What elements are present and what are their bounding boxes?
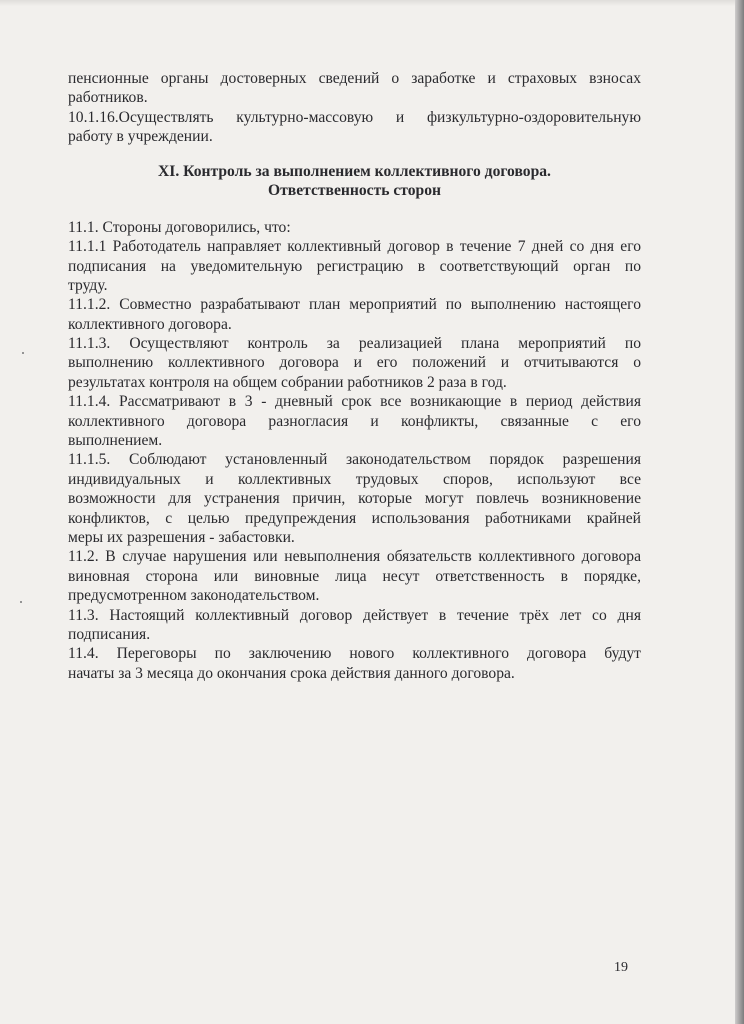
text-line: индивидуальных и коллективных трудовых споров, используют все bbox=[68, 470, 641, 488]
text-line: коллективного договора. bbox=[68, 315, 232, 333]
text-line: 11.1.3. Осуществляют контроль за реализацией плана мероприятий по bbox=[68, 335, 641, 353]
text-line: 11.1.5. Соблюдают установленный законодательством порядок разрешения bbox=[68, 451, 641, 469]
scan-right-edge bbox=[735, 0, 744, 1024]
paragraph bbox=[68, 547, 641, 605]
text-line: 11.1. Стороны договорились, что: bbox=[68, 218, 291, 236]
text-line: подписания на уведомительную регистрацию в соответствующий орган по bbox=[68, 257, 641, 275]
top-block bbox=[68, 69, 641, 147]
paragraph bbox=[68, 108, 641, 147]
paragraph bbox=[68, 334, 641, 392]
text-line: конфликтов, с целью предупреждения использования работниками крайней bbox=[68, 509, 641, 527]
text-line: 11.1.4. Рассматривают в 3 - дневный срок все возникающие в период действия bbox=[68, 393, 641, 411]
text-line: выполнению коллективного договора и его положений и отчитываются о bbox=[68, 354, 641, 372]
paragraph bbox=[68, 450, 641, 547]
text-line: предусмотренном законодательством. bbox=[68, 587, 320, 605]
paragraph bbox=[68, 237, 641, 295]
text-line: пенсионные органы достоверных сведений о заработке и страховых взносах bbox=[68, 70, 641, 87]
text-line: возможности для устранения причин, которые могут повлечь возникновение bbox=[68, 490, 641, 508]
text-line: подписания. bbox=[68, 625, 151, 643]
document-page bbox=[68, 69, 641, 683]
paragraph bbox=[68, 392, 641, 450]
scan-speck bbox=[20, 601, 22, 603]
paragraph bbox=[68, 295, 641, 334]
section-body bbox=[68, 218, 641, 683]
text-line: 11.1.2. Совместно разрабатывают план мероприятий по выполнению настоящего bbox=[68, 296, 641, 314]
text-line: работу в учреждении. bbox=[68, 128, 213, 146]
paragraph bbox=[68, 69, 641, 108]
text-line: 11.3. Настоящий коллективный договор действует в течение трёх лет со дня bbox=[68, 606, 641, 624]
scan-top-edge bbox=[0, 0, 744, 6]
text-line: 11.2. В случае нарушения или невыполнения обязательств коллективного договора bbox=[68, 548, 641, 566]
text-line: начаты за 3 месяца до окончания срока действия данного договора. bbox=[68, 664, 515, 682]
text-line: 11.1.1 Работодатель направляет коллективный договор в течение 7 дней со дня его bbox=[68, 238, 641, 256]
text-line: коллективного договора разногласия и конфликты, связанные с его bbox=[68, 412, 641, 430]
text-line: работников. bbox=[68, 89, 148, 107]
text-line: результатах контроля на общем собрании работников 2 раза в год. bbox=[68, 373, 507, 391]
paragraph bbox=[68, 644, 641, 683]
text-line: виновная сторона или виновные лица несут ответственность в порядке, bbox=[68, 567, 641, 585]
text-line: меры их разрешения - забастовки. bbox=[68, 529, 295, 546]
text-line: 10.1.16.Осуществлять культурно-массовую и физкультурно-оздоровительную bbox=[68, 108, 641, 126]
text-line: выполнением. bbox=[68, 432, 163, 450]
page-number: 19 bbox=[614, 960, 628, 975]
paragraph bbox=[68, 218, 641, 237]
scan-speck bbox=[22, 352, 24, 354]
section-heading-line1: XI. Контроль за выполнением коллективного договора. bbox=[158, 162, 551, 180]
text-line: 11.4. Переговоры по заключению нового коллективного договора будут bbox=[68, 645, 641, 663]
section-heading bbox=[68, 162, 641, 201]
section-heading-line2: Ответственность сторон bbox=[267, 182, 442, 200]
text-line: труду. bbox=[68, 276, 108, 294]
paragraph bbox=[68, 606, 641, 645]
